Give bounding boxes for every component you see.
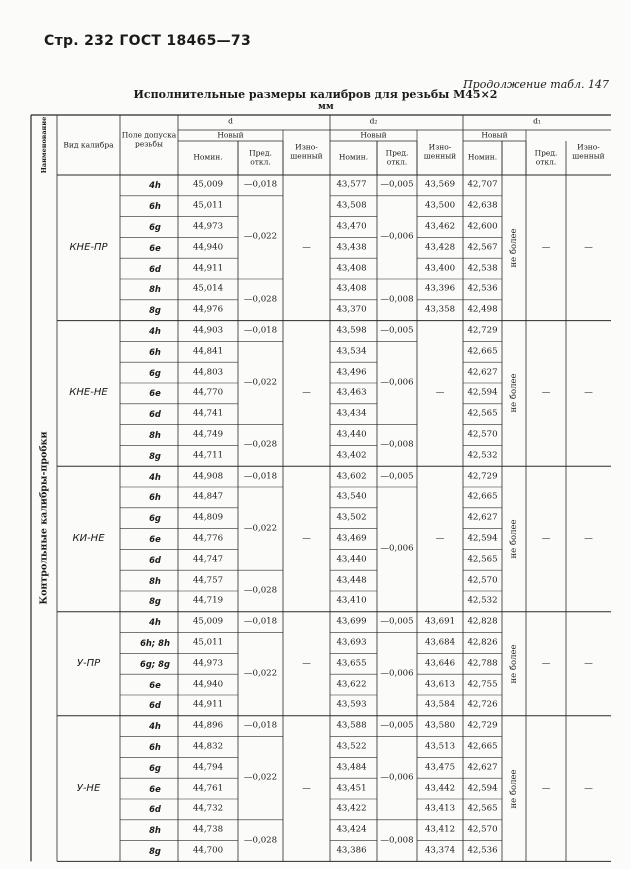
d1-deviation-dash: — bbox=[541, 533, 551, 544]
d-nominal: 45,009 bbox=[192, 616, 224, 627]
d2-worn: 43,374 bbox=[424, 845, 456, 856]
tolerance-field: 8h bbox=[149, 284, 161, 295]
d1-worn-dash: — bbox=[584, 658, 593, 669]
tolerance-field: 8g bbox=[149, 450, 161, 461]
d1-deviation-dash: — bbox=[541, 783, 551, 794]
d2-worn: 43,500 bbox=[424, 200, 456, 211]
tolerance-field: 6h bbox=[149, 200, 161, 211]
d2-nominal: 43,451 bbox=[336, 783, 367, 794]
d-nominal: 44,719 bbox=[192, 596, 224, 607]
d1-deviation-dash: — bbox=[541, 388, 551, 399]
d1-nominal: 42,567 bbox=[467, 242, 498, 253]
d2-worn: 43,580 bbox=[424, 720, 456, 731]
d2-nominal: 43,422 bbox=[336, 804, 367, 815]
d1-nominal: 42,570 bbox=[467, 575, 498, 586]
d-nominal: 45,011 bbox=[192, 200, 224, 211]
d2-worn: 43,358 bbox=[424, 304, 456, 315]
d-deviation: —0,022 bbox=[243, 232, 278, 243]
d1-nominal: 42,594 bbox=[467, 533, 498, 544]
tolerance-field: 6d bbox=[149, 263, 161, 274]
d2-nominal: 43,496 bbox=[336, 367, 367, 378]
d2-nominal: 43,593 bbox=[336, 700, 367, 711]
d2-deviation: —0,008 bbox=[380, 835, 414, 846]
d2-nominal: 43,699 bbox=[336, 616, 367, 627]
d1-nominal: 42,627 bbox=[467, 367, 498, 378]
column-header-worn: Изно-шенный bbox=[290, 142, 323, 160]
calibre-kind: КНЕ-ПР bbox=[69, 241, 108, 253]
d2-worn: 43,569 bbox=[424, 180, 456, 191]
column-header-d1: d₁ bbox=[533, 116, 541, 126]
d1-nominal: 42,498 bbox=[467, 304, 498, 315]
d1-nominal: 42,532 bbox=[467, 450, 498, 461]
tolerance-field: 6h bbox=[149, 346, 161, 357]
d-deviation: —0,028 bbox=[243, 585, 278, 596]
d1-nominal: 42,638 bbox=[467, 200, 498, 211]
not-more-note: не более bbox=[509, 228, 519, 268]
d1-nominal: 42,665 bbox=[467, 492, 498, 503]
d2-nominal: 43,370 bbox=[336, 304, 367, 315]
tolerance-field: 6d bbox=[149, 408, 161, 419]
tolerance-field: 6g bbox=[149, 762, 161, 773]
d2-nominal: 43,534 bbox=[336, 346, 367, 357]
d2-worn: 43,412 bbox=[424, 824, 456, 835]
tolerance-field: 8g bbox=[149, 596, 161, 607]
d1-worn-dash: — bbox=[584, 783, 593, 794]
side-label-control-plugs: Контрольные калибры-пробки bbox=[38, 431, 50, 605]
d1-nominal: 42,594 bbox=[467, 388, 498, 399]
d2-nominal: 43,598 bbox=[336, 325, 367, 336]
d1-nominal: 42,729 bbox=[467, 325, 498, 336]
d-nominal: 45,011 bbox=[192, 637, 224, 648]
d2-nominal: 43,655 bbox=[336, 658, 367, 669]
d-deviation: —0,018 bbox=[243, 616, 278, 627]
tolerance-field: 6g; 8g bbox=[140, 658, 170, 669]
calibre-kind: КИ-НЕ bbox=[72, 533, 105, 544]
column-header-naimenovanie: Наименование bbox=[40, 116, 48, 174]
tolerance-field: 6e bbox=[149, 783, 161, 794]
page-header: Стр. 232 ГОСТ 18465—73 bbox=[44, 33, 252, 49]
d-nominal: 44,973 bbox=[192, 221, 224, 232]
d-nominal: 44,776 bbox=[192, 533, 224, 544]
d2-worn: 43,684 bbox=[424, 637, 456, 648]
d2-nominal: 43,502 bbox=[336, 512, 367, 523]
d1-nominal: 42,538 bbox=[467, 263, 498, 274]
d1-nominal: 42,532 bbox=[467, 596, 498, 607]
d2-nominal: 43,522 bbox=[336, 741, 367, 752]
table-title: Исполнительные размеры калибров для резьбы М45×2 bbox=[133, 88, 498, 101]
d2-deviation: —0,006 bbox=[380, 544, 414, 555]
tolerance-field: 6h; 8h bbox=[140, 637, 170, 648]
d2-worn: 43,400 bbox=[424, 263, 456, 274]
d2-deviation: —0,005 bbox=[380, 325, 414, 336]
column-header-tolerance: Поле допуска резьбы bbox=[121, 130, 177, 148]
calibre-kind: У-ПР bbox=[76, 657, 101, 669]
d-nominal: 44,757 bbox=[192, 575, 224, 586]
d2-deviation: —0,006 bbox=[380, 232, 414, 243]
d1-worn-dash: — bbox=[584, 533, 593, 544]
tolerance-field: 6e bbox=[149, 533, 161, 544]
d-nominal: 44,738 bbox=[192, 824, 224, 835]
units-label: мм bbox=[318, 102, 334, 112]
d1-nominal: 42,707 bbox=[467, 180, 498, 191]
d-deviation: —0,028 bbox=[243, 440, 278, 451]
d2-worn: 43,396 bbox=[424, 284, 456, 295]
d-nominal: 44,749 bbox=[192, 429, 224, 440]
tolerance-field: 4h bbox=[149, 325, 161, 336]
tolerance-field: 6e bbox=[149, 388, 161, 399]
d2-nominal: 43,588 bbox=[336, 720, 367, 731]
d2-worn: 43,428 bbox=[424, 242, 456, 253]
d2-worn: 43,442 bbox=[424, 783, 456, 794]
calibre-kind: КНЕ-НЕ bbox=[69, 387, 108, 399]
d-nominal: 44,794 bbox=[192, 762, 224, 773]
tolerance-field: 4h bbox=[149, 720, 161, 731]
tolerance-field: 8h bbox=[149, 824, 161, 835]
d1-nominal: 42,729 bbox=[467, 720, 498, 731]
tolerance-field: 6g bbox=[149, 512, 161, 523]
d1-nominal: 42,565 bbox=[467, 804, 498, 815]
d2-nominal: 43,508 bbox=[336, 200, 367, 211]
d-deviation: —0,028 bbox=[243, 835, 278, 846]
d2-nominal: 43,622 bbox=[336, 679, 367, 690]
d-nominal: 45,014 bbox=[192, 284, 224, 295]
d2-nominal: 43,602 bbox=[336, 471, 367, 482]
d2-nominal: 43,402 bbox=[336, 450, 367, 461]
d-nominal: 44,976 bbox=[192, 304, 224, 315]
d2-worn-dash: — bbox=[435, 533, 445, 544]
d-deviation: —0,022 bbox=[243, 772, 278, 783]
d-worn-dash: — bbox=[302, 242, 311, 253]
column-header-kind: Вид калибра bbox=[63, 140, 114, 150]
d2-nominal: 43,386 bbox=[336, 845, 367, 856]
d1-worn-dash: — bbox=[584, 388, 593, 399]
d-nominal: 44,761 bbox=[192, 783, 224, 794]
d-deviation: —0,018 bbox=[243, 720, 278, 731]
d-nominal: 44,911 bbox=[192, 263, 224, 274]
d2-nominal: 43,448 bbox=[336, 575, 367, 586]
d2-deviation: —0,008 bbox=[380, 294, 414, 305]
d1-deviation-dash: — bbox=[541, 658, 551, 669]
table-continuation-note: Продолжение табл. 147 bbox=[463, 78, 609, 91]
d1-nominal: 42,570 bbox=[467, 824, 498, 835]
d-nominal: 44,700 bbox=[192, 845, 224, 856]
d2-worn-dash: — bbox=[435, 388, 445, 399]
d2-worn: 43,462 bbox=[424, 221, 456, 232]
d-nominal: 44,911 bbox=[192, 700, 224, 711]
d2-worn: 43,513 bbox=[424, 741, 456, 752]
d-nominal: 44,940 bbox=[192, 679, 224, 690]
d-deviation: —0,018 bbox=[243, 471, 278, 482]
column-header-deviation: Пред. откл. bbox=[534, 148, 558, 166]
d1-nominal: 42,665 bbox=[467, 346, 498, 357]
calibre-kind: У-НЕ bbox=[76, 782, 101, 794]
tolerance-field: 6e bbox=[149, 242, 161, 253]
column-header-new: Новый bbox=[360, 130, 387, 140]
not-more-note: не более bbox=[509, 519, 519, 559]
d2-worn: 43,584 bbox=[424, 700, 456, 711]
column-header-worn: Изно-шенный bbox=[572, 142, 605, 160]
tolerance-field: 6d bbox=[149, 700, 161, 711]
d1-nominal: 42,565 bbox=[467, 408, 498, 419]
d1-nominal: 42,788 bbox=[467, 658, 498, 669]
tolerance-field: 4h bbox=[149, 180, 161, 191]
tolerance-field: 4h bbox=[149, 616, 161, 627]
d2-nominal: 43,434 bbox=[336, 408, 367, 419]
d1-nominal: 42,729 bbox=[467, 471, 498, 482]
d-nominal: 44,809 bbox=[192, 512, 224, 523]
not-more-note: не более bbox=[509, 373, 519, 413]
d-nominal: 44,896 bbox=[192, 720, 224, 731]
tolerance-field: 4h bbox=[149, 471, 161, 482]
column-header-nominal: Номин. bbox=[193, 152, 223, 162]
d2-nominal: 43,440 bbox=[336, 554, 367, 565]
d2-worn: 43,691 bbox=[424, 616, 456, 627]
d2-nominal: 43,484 bbox=[336, 762, 367, 773]
d1-nominal: 42,594 bbox=[467, 783, 498, 794]
d-deviation: —0,028 bbox=[243, 294, 278, 305]
d2-nominal: 43,438 bbox=[336, 242, 367, 253]
d-deviation: —0,022 bbox=[243, 523, 278, 534]
d-deviation: —0,018 bbox=[243, 180, 278, 191]
d2-deviation: —0,005 bbox=[380, 616, 414, 627]
d2-nominal: 43,440 bbox=[336, 429, 367, 440]
d2-nominal: 43,693 bbox=[336, 637, 367, 648]
d2-nominal: 43,470 bbox=[336, 221, 367, 232]
tolerance-field: 8h bbox=[149, 429, 161, 440]
d-nominal: 44,741 bbox=[192, 408, 224, 419]
tolerance-field: 6d bbox=[149, 554, 161, 565]
column-header-nominal: Номин. bbox=[467, 152, 498, 162]
d2-deviation: —0,006 bbox=[380, 772, 414, 783]
d2-nominal: 43,424 bbox=[336, 824, 367, 835]
d-nominal: 44,841 bbox=[192, 346, 224, 357]
d2-worn: 43,613 bbox=[424, 679, 456, 690]
d2-deviation: —0,006 bbox=[380, 377, 414, 388]
d1-nominal: 42,755 bbox=[467, 679, 498, 690]
d1-nominal: 42,665 bbox=[467, 741, 498, 752]
d2-nominal: 43,463 bbox=[336, 388, 367, 399]
d-nominal: 44,832 bbox=[192, 741, 224, 752]
d1-nominal: 42,565 bbox=[467, 554, 498, 565]
d2-deviation: —0,005 bbox=[380, 471, 414, 482]
d1-nominal: 42,570 bbox=[467, 429, 498, 440]
d2-nominal: 43,410 bbox=[336, 596, 367, 607]
d2-deviation: —0,008 bbox=[380, 440, 414, 451]
d2-nominal: 43,577 bbox=[336, 180, 367, 191]
d-nominal: 44,770 bbox=[192, 388, 224, 399]
d2-nominal: 43,540 bbox=[336, 492, 367, 503]
d2-nominal: 43,408 bbox=[336, 284, 367, 295]
d-nominal: 44,803 bbox=[192, 367, 224, 378]
d-nominal: 44,973 bbox=[192, 658, 224, 669]
column-header-deviation: Пред. откл. bbox=[249, 148, 272, 166]
column-header-d: d bbox=[228, 116, 233, 126]
d1-nominal: 42,536 bbox=[467, 284, 498, 295]
d-deviation: —0,022 bbox=[243, 668, 278, 679]
d2-deviation: —0,005 bbox=[380, 180, 414, 191]
d-worn-dash: — bbox=[302, 533, 311, 544]
column-header-new: Новый bbox=[481, 130, 508, 140]
d1-nominal: 42,536 bbox=[467, 845, 498, 856]
d1-nominal: 42,828 bbox=[467, 616, 498, 627]
d-deviation: —0,018 bbox=[243, 325, 278, 336]
d1-deviation-dash: — bbox=[541, 242, 551, 253]
d1-nominal: 42,627 bbox=[467, 512, 498, 523]
tolerance-field: 8h bbox=[149, 575, 161, 586]
tolerance-field: 6g bbox=[149, 221, 161, 232]
d-worn-dash: — bbox=[302, 783, 311, 794]
d2-worn: 43,646 bbox=[424, 658, 456, 669]
tolerance-field: 8g bbox=[149, 845, 161, 856]
d1-nominal: 42,600 bbox=[467, 221, 498, 232]
d-nominal: 44,711 bbox=[192, 450, 224, 461]
column-header-worn: Изно-шенный bbox=[423, 142, 457, 160]
d-nominal: 44,847 bbox=[192, 492, 224, 503]
d-worn-dash: — bbox=[302, 388, 311, 399]
tolerance-field: 6h bbox=[149, 741, 161, 752]
d2-deviation: —0,006 bbox=[380, 668, 414, 679]
d-nominal: 44,747 bbox=[192, 554, 224, 565]
d1-worn-dash: — bbox=[584, 242, 593, 253]
d-nominal: 44,940 bbox=[192, 242, 224, 253]
d-nominal: 45,009 bbox=[192, 180, 224, 191]
tolerance-field: 8g bbox=[149, 304, 161, 315]
column-header-deviation: Пред. откл. bbox=[385, 148, 409, 166]
d2-deviation: —0,005 bbox=[380, 720, 414, 731]
d1-nominal: 42,826 bbox=[467, 637, 498, 648]
d2-worn: 43,413 bbox=[424, 804, 456, 815]
tolerance-field: 6e bbox=[149, 679, 161, 690]
tolerance-field: 6h bbox=[149, 492, 161, 503]
d-nominal: 44,732 bbox=[192, 804, 224, 815]
d-nominal: 44,908 bbox=[192, 471, 224, 482]
tolerance-field: 6g bbox=[149, 367, 161, 378]
d2-worn: 43,475 bbox=[424, 762, 456, 773]
column-header-d2: d₂ bbox=[369, 116, 378, 126]
d-nominal: 44,903 bbox=[192, 325, 224, 336]
d1-nominal: 42,726 bbox=[467, 700, 498, 711]
not-more-note: не более bbox=[509, 769, 519, 809]
column-header-nominal: Номин. bbox=[338, 152, 369, 162]
not-more-note: не более bbox=[509, 644, 519, 684]
column-header-new: Новый bbox=[217, 130, 244, 140]
d2-nominal: 43,469 bbox=[336, 533, 367, 544]
d-deviation: —0,022 bbox=[243, 377, 278, 388]
d2-nominal: 43,408 bbox=[336, 263, 367, 274]
d-worn-dash: — bbox=[302, 658, 311, 669]
tolerance-field: 6d bbox=[149, 804, 161, 815]
d1-nominal: 42,627 bbox=[467, 762, 498, 773]
